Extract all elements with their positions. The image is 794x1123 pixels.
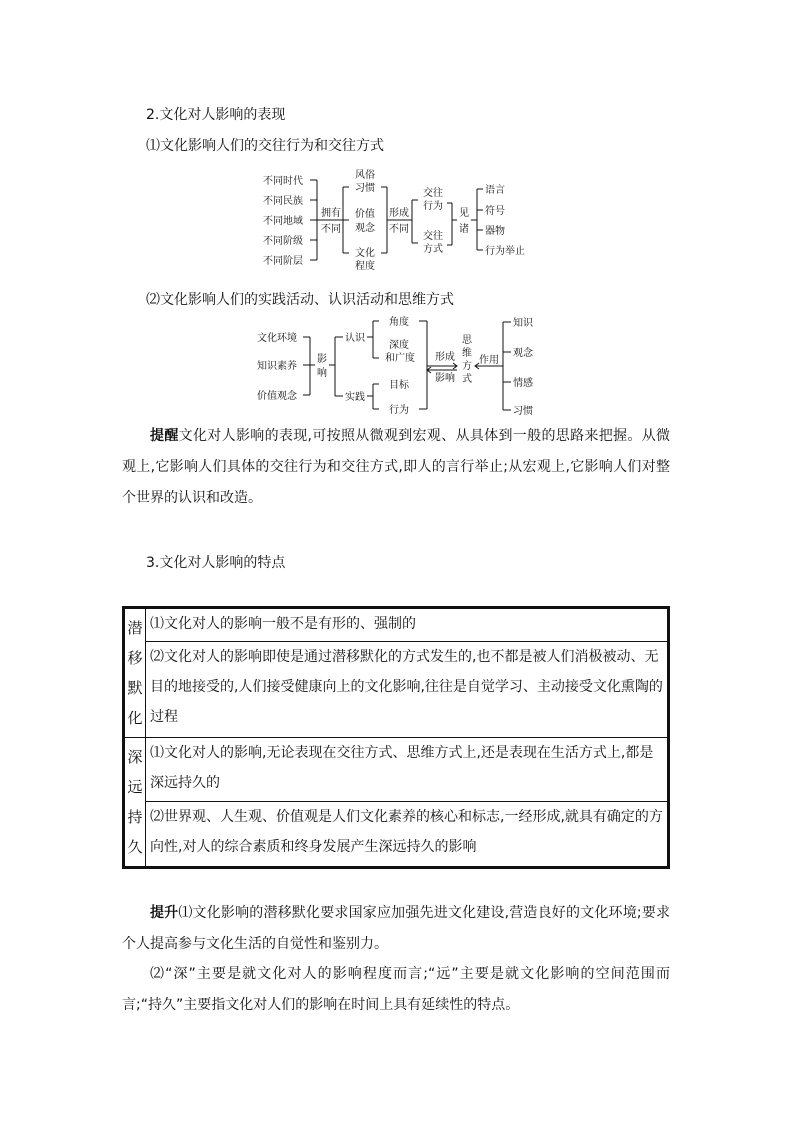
d1-seen-1: 见: [459, 208, 469, 219]
d2-thinking-1: 思: [462, 335, 472, 346]
reminder-paragraph: [122, 421, 670, 514]
d1-left-1: 不同时代: [263, 176, 303, 187]
d2-thinking-2: 维: [462, 348, 472, 359]
upgrade-label: 提升: [150, 905, 179, 921]
upgrade-paragraph-1: [122, 898, 670, 960]
d2-prac-action: 行为: [389, 405, 409, 416]
d1-form-2: 不同: [389, 224, 409, 235]
d1-right-4: 行为举止: [485, 246, 525, 257]
d2-cog-depth: 深度: [389, 340, 409, 351]
d1-culture-2b: 观念: [355, 223, 375, 234]
d1-seen-2: 诸: [459, 224, 469, 235]
d1-culture-2a: 价值: [355, 209, 375, 220]
table-row: [124, 802, 669, 868]
d1-left-labels: [263, 174, 303, 267]
d2-affect: 影响: [435, 373, 455, 384]
reminder-text: 文化对人影响的表现,可按照从微观到宏观、从具体到一般的思路来把握。从微观上,它影响人们具体的交往行为和交往方式,即人的言行举止;从宏观上,它影响人们对整个世界的认识和改造。: [122, 428, 671, 506]
table-cell: ⑴文化对人的影响,无论表现在交往方式、思维方式上,还是表现在生活方式上,都是深远持久的: [146, 738, 669, 802]
d2-right-2: 观念: [513, 348, 533, 359]
table-cell: ⑴文化对人的影响一般不是有形的、强制的: [146, 608, 669, 642]
d2-influence-1: 影: [317, 354, 327, 365]
table-row: [124, 738, 669, 802]
section2-sub1: ⑴文化影响人们的交往行为和交往方式: [146, 138, 384, 154]
table-cell: ⑵世界观、人生观、价值观是人们文化素养的核心和标志,一经形成,就具有确定的方向性,对人的综合素质和终身发展产生深远持久的影响: [146, 802, 669, 868]
d1-exchange-2b: 方式: [423, 244, 443, 255]
features-table: [122, 606, 670, 869]
d2-prac-goal: 目标: [389, 380, 409, 391]
upgrade-paragraph-2: ⑵“深”主要是就文化对人的影响程度而言;“远”主要是就文化影响的空间范围而言;“持久”主要指文化对人们的影响在时间上具有延续性的特点。: [122, 966, 670, 1013]
d2-left-1: 文化环境: [257, 333, 297, 344]
d2-thinking-3: 方: [462, 361, 472, 372]
d1-culture-3b: 程度: [355, 261, 375, 272]
d1-right-3: 器物: [485, 226, 505, 237]
reminder-label: 提醒: [150, 428, 179, 444]
d1-left-5: 不同阶层: [263, 256, 303, 267]
d1-right-1: 语言: [485, 185, 505, 196]
d2-left-3: 价值观念: [257, 391, 297, 402]
diagram-thinking: [255, 314, 555, 418]
d1-left-3: 不同地域: [263, 216, 303, 227]
section3-title: 3.文化对人影响的特点: [146, 555, 286, 571]
table-row: [124, 641, 669, 737]
d1-form-1: 形成: [389, 208, 409, 219]
d1-exchange-1a: 交往: [423, 188, 443, 199]
diagram-exchange: [255, 165, 545, 275]
table-row: [124, 608, 669, 642]
upgrade-text-1: ⑴文化影响的潜移默化要求国家应加强先进文化建设,营造良好的文化环境;要求个人提高参与文化生活的自觉性和鉴别力。: [122, 905, 670, 952]
d2-practice: 实践: [345, 392, 365, 403]
row-label-lasting: 深远持久: [124, 738, 146, 868]
d2-act: 作用: [479, 355, 499, 366]
d2-right-3: 情感: [513, 378, 533, 389]
d1-culture-3a: 文化: [355, 248, 375, 259]
d2-cog-angle: 角度: [389, 317, 409, 328]
d2-left-2: 知识素养: [257, 361, 297, 372]
table-cell: ⑵文化对人的影响即使是通过潜移默化的方式发生的,也不都是被人们消极被动、无目的地接受的,人们接受健康向上的文化影响,往往是自觉学习、主动接受文化熏陶的过程: [146, 641, 669, 737]
d1-culture-1b: 习惯: [355, 183, 375, 194]
d1-culture-1a: 风俗: [355, 170, 375, 181]
d1-exchange-2a: 交往: [423, 231, 443, 242]
d2-form: 形成: [435, 352, 455, 363]
d1-left-4: 不同阶级: [263, 236, 303, 247]
section2-title: 2.文化对人影响的表现: [146, 107, 286, 123]
d1-have-2: 不同: [321, 224, 341, 235]
d1-have-1: 拥有: [321, 208, 341, 219]
d2-right-4: 习惯: [513, 406, 533, 417]
d2-influence-2: 响: [317, 368, 327, 379]
section2-sub2: ⑵文化影响人们的实践活动、认识活动和思维方式: [146, 292, 454, 308]
row-label-subtle: 潜移默化: [124, 608, 146, 738]
d1-exchange-1b: 行为: [423, 201, 443, 212]
d2-right-1: 知识: [513, 318, 533, 329]
d2-cognize: 认识: [345, 333, 365, 344]
d2-thinking-4: 式: [462, 374, 472, 385]
d1-right-2: 符号: [485, 206, 505, 217]
d1-left-2: 不同民族: [263, 196, 303, 207]
d2-cog-breadth: 和广度: [385, 353, 415, 364]
